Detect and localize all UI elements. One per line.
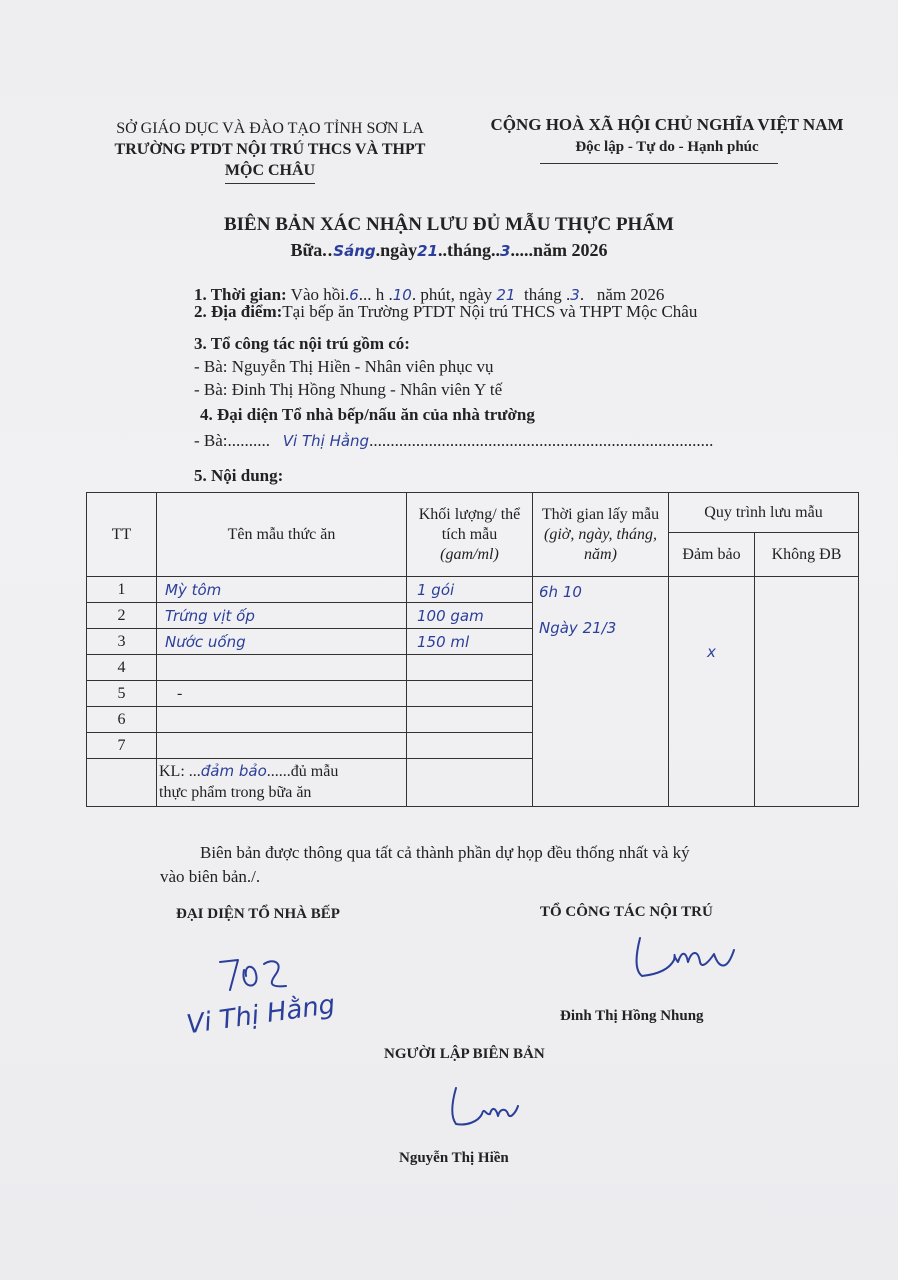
team-member-1: - Bà: Nguyễn Thị Hiền - Nhân viên phục vụ <box>194 357 494 376</box>
row-food-name: Trứng vịt ốp <box>157 603 407 629</box>
row-food-name <box>157 707 407 733</box>
issuer-block <box>80 118 460 184</box>
row-weight: 150 ml <box>407 629 533 655</box>
header-not-ok: Không ĐB <box>755 533 859 577</box>
row-tt: 3 <box>87 629 157 655</box>
conclusion-tt-cell <box>87 759 157 807</box>
boarding-signer-name: Đinh Thị Hồng Nhung <box>560 1008 704 1024</box>
place-line <box>194 302 697 322</box>
row-food-name: Mỳ tôm <box>157 577 407 603</box>
national-motto: Độc lập - Tự do - Hạnh phúc <box>575 139 759 155</box>
time-month-value: 3 <box>570 286 580 304</box>
row-weight: 1 gói <box>407 577 533 603</box>
kitchen-rep-line: - Bà:.......... Vi Thị Hằng................................................................................. <box>194 431 714 450</box>
kitchen-prefix: - Bà: <box>194 431 228 450</box>
place-label: 2. Địa điểm: <box>194 302 283 321</box>
document-title: BIÊN BẢN XÁC NHẬN LƯU ĐỦ MẪU THỰC PHẨM <box>223 214 674 235</box>
header-weight-text: Khối lượng/ thể tích mẫu <box>418 505 521 543</box>
meal-value: Sáng <box>333 242 376 260</box>
kitchen-label: 4. Đại diện Tổ nhà bếp/nấu ăn của nhà trường <box>200 405 535 424</box>
row-tt: 7 <box>87 733 157 759</box>
row-weight: 100 gam <box>407 603 533 629</box>
row-food-name <box>157 655 407 681</box>
row-food-name: - <box>157 681 407 707</box>
sample-table <box>86 492 859 807</box>
row-food-name <box>157 733 407 759</box>
time-text-1: Vào hồi <box>290 285 345 304</box>
sample-date-value: Ngày 21/3 <box>539 619 617 637</box>
header-time-format: (giờ, ngày, tháng, năm) <box>544 525 657 563</box>
team-label: 3. Tổ công tác nội trú gồm có: <box>194 334 410 353</box>
conclusion-weight-cell <box>407 759 533 807</box>
hour-value: 6 <box>349 286 359 304</box>
conclusion-value: đảm bảo <box>200 762 267 780</box>
closing-line2: vào biên bản./. <box>160 867 261 886</box>
day-value: 21 <box>417 242 439 260</box>
sample-time-value: 6h 10 <box>539 583 582 601</box>
country-name: CỘNG HOÀ XÃ HỘI CHỦ NGHĨA VIỆT NAM <box>490 115 844 134</box>
table-row <box>87 577 859 603</box>
time-text-2: h <box>375 285 385 304</box>
kitchen-signature-mark <box>210 950 310 1000</box>
team-member-2: - Bà: Đinh Thị Hồng Nhung - Nhân viên Y tế <box>194 380 503 399</box>
conclusion-line2: thực phẩm trong bữa ăn <box>159 784 312 801</box>
department-name: SỞ GIÁO DỤC VÀ ĐÀO TẠO TỈNH SƠN LA <box>116 120 424 137</box>
kitchen-rep-name: Vi Thị Hằng <box>282 432 370 450</box>
boarding-signature <box>630 930 740 982</box>
time-line: 1. Thời gian: Vào hồi.6... h .10. phút, ngày 21 tháng .3. năm 2026 <box>194 285 665 304</box>
boarding-sign-title: TỔ CÔNG TÁC NỘI TRÚ <box>540 904 713 920</box>
national-heading <box>472 114 862 158</box>
row-tt: 1 <box>87 577 157 603</box>
row-tt: 2 <box>87 603 157 629</box>
month-label: tháng <box>447 240 492 260</box>
row-weight <box>407 707 533 733</box>
header-tt: TT <box>87 493 157 577</box>
header-sample-time <box>533 493 669 577</box>
header-process: Quy trình lưu mẫu <box>669 493 859 533</box>
header-ok: Đảm bảo <box>669 533 755 577</box>
kitchen-sign-title: ĐẠI DIỆN TỔ NHÀ BẾP <box>176 906 340 922</box>
motto-underline <box>540 163 778 164</box>
header-food-name: Tên mẫu thức ăn <box>157 493 407 577</box>
conclusion-prefix: KL: <box>159 763 185 780</box>
time-text-4: tháng <box>523 285 562 304</box>
kitchen-signed-name: Vi Thị Hằng <box>184 989 337 1041</box>
time-label: 1. Thời gian: <box>194 285 287 304</box>
school-name-line2: MỘC CHÂU <box>225 160 315 184</box>
place-text: Tại bếp ăn Trường PTDT Nội trú THCS và THPT Mộc Châu <box>282 302 698 321</box>
closing-line1: Biên bản được thông qua tất cả thành phần dự họp đều thống nhất và ký <box>200 843 690 862</box>
row-food-name: Nước uống <box>157 629 407 655</box>
ok-mark: x <box>669 577 755 807</box>
recorder-name: Nguyễn Thị Hiền <box>399 1150 509 1166</box>
minute-value: 10 <box>392 286 412 304</box>
month-value: 3 <box>500 242 511 260</box>
time-text-3: phút, ngày <box>420 285 493 304</box>
row-weight <box>407 681 533 707</box>
year-label: năm 2026 <box>532 240 608 260</box>
header-weight <box>407 493 533 577</box>
meal-prefix: Bữa <box>290 240 323 260</box>
row-weight <box>407 733 533 759</box>
row-tt: 6 <box>87 707 157 733</box>
meal-line: Bữa..Sáng.ngày21..tháng..3.....năm 2026 <box>290 240 608 260</box>
sample-time-cell <box>533 577 669 807</box>
recorder-signature <box>444 1082 524 1132</box>
header-time-text: Thời gian lấy mẫu <box>541 505 660 523</box>
content-label: 5. Nội dung: <box>194 466 284 485</box>
row-tt: 4 <box>87 655 157 681</box>
time-text-5: năm 2026 <box>596 285 665 304</box>
recorder-sign-title: NGƯỜI LẬP BIÊN BẢN <box>384 1046 545 1062</box>
row-tt: 5 <box>87 681 157 707</box>
time-day-value: 21 <box>496 286 516 304</box>
day-label: ngày <box>380 240 418 260</box>
not-ok-cell <box>755 577 859 807</box>
conclusion-cell: KL: ...đảm bảo......đủ mẫu thực phẩm trong bữa ăn <box>157 759 407 807</box>
conclusion-suffix: đủ mẫu <box>290 763 339 780</box>
row-weight <box>407 655 533 681</box>
school-name-line1: TRƯỜNG PTDT NỘI TRÚ THCS VÀ THPT <box>114 141 426 158</box>
header-weight-unit: (gam/ml) <box>440 545 499 563</box>
